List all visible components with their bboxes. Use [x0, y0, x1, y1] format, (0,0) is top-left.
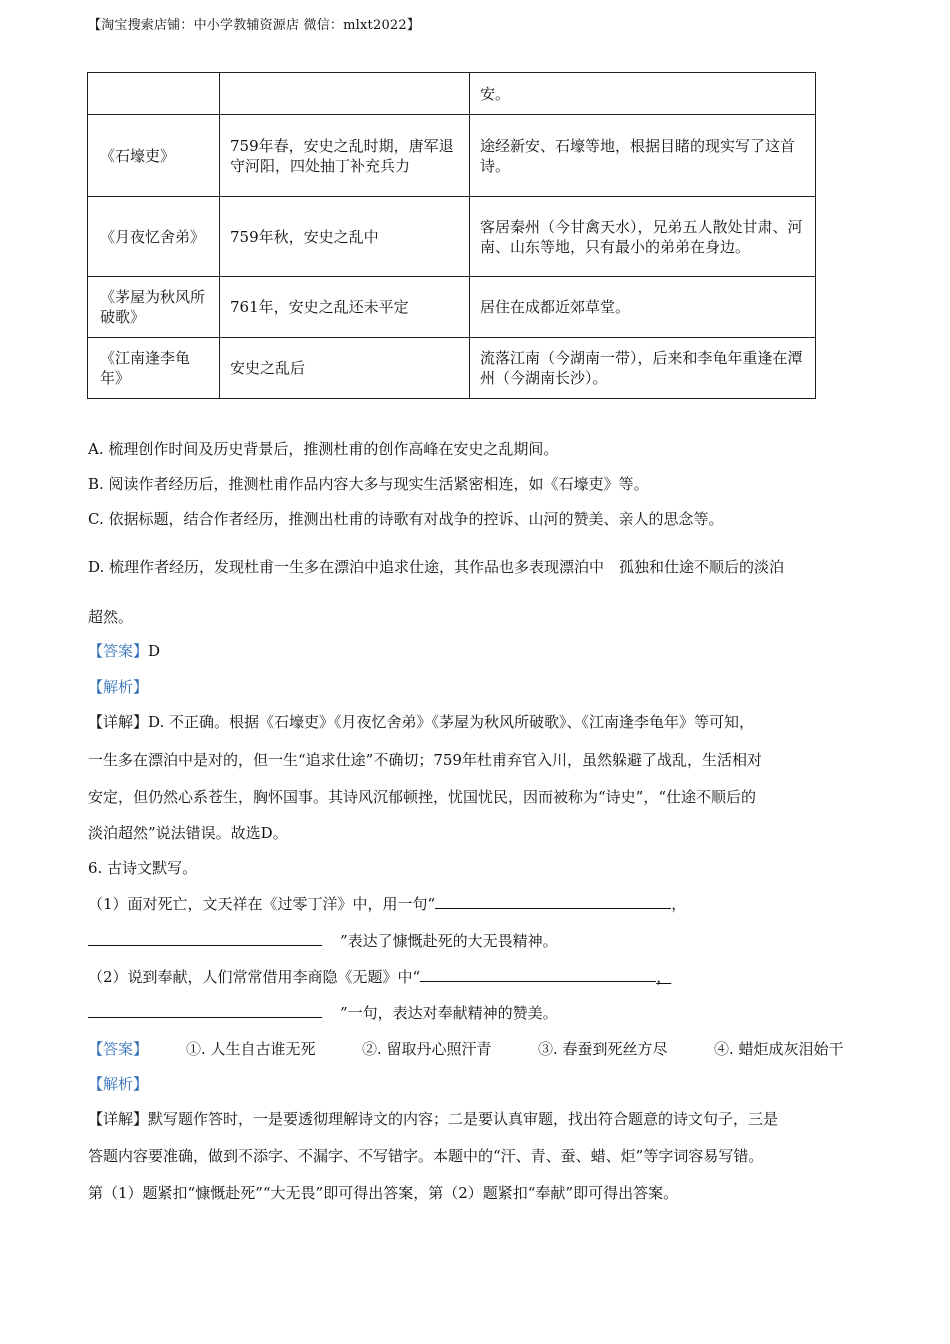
- experience-cell: 流落江南（今湖南一带），后来和李龟年重逢在潭州（今湖南长沙）。: [470, 338, 816, 399]
- q5-analysis-tag: 【解析】: [88, 678, 149, 696]
- experience-cell: 客居秦州（今甘禽天水），兄弟五人散处甘肃、河南、山东等地，只有最小的弟弟在身边。: [470, 197, 816, 277]
- experience-cell: 途经新安、石壕等地，根据目睹的现实写了这首诗。: [470, 115, 816, 197]
- answer-2: ②. 留取丹心照汗青: [362, 1040, 492, 1058]
- poem-title-cell: [88, 73, 220, 115]
- table-row: [88, 338, 816, 399]
- q6-detail-line2: 答题内容要准确，做到不添字、不漏字、不写错字。本题中的“汗、青、蚕、蜡、炬”等字词容易写错。: [88, 1147, 764, 1165]
- option-d-line1: D. 梳理作者经历，发现杜甫一生多在漂泊中追求仕途，其作品也多表现漂泊中 孤独和仕途不顺后的淡泊: [88, 558, 785, 576]
- q6-sub2-line1: （2）说到奉献，人们常常借用李商隐《无题》中“ ，: [88, 968, 672, 986]
- fill-blank-2[interactable]: [88, 931, 322, 946]
- q6-sub1-line2: ”表达了慷慨赴死的大无畏精神。: [88, 930, 558, 951]
- fill-blank-1[interactable]: [435, 894, 671, 909]
- poem-title-cell: 《月夜忆舍弟》: [88, 197, 220, 277]
- q6-analysis-tag: 【解析】: [88, 1075, 149, 1093]
- q6-answers: [88, 1038, 844, 1059]
- table-row: [88, 277, 816, 338]
- poem-title-cell: 《石壕吏》: [88, 115, 220, 197]
- answer-3: ③. 春蚕到死丝方尽: [538, 1040, 668, 1058]
- time-background-cell: 安史之乱后: [220, 338, 470, 399]
- header-watermark: 【淘宝搜索店铺：中小学教辅资源店 微信：mlxt2022】: [88, 18, 421, 33]
- answer-value: D: [148, 642, 161, 660]
- answer-1: ①. 人生自古谁无死: [186, 1040, 316, 1058]
- q5-detail-line4: 淡泊超然”说法错误。故选D。: [88, 824, 288, 842]
- q5-answer: [88, 640, 160, 661]
- table-row: [88, 197, 816, 277]
- q5-detail-line1: 【详解】D. 不正确。根据《石壕吏》《月夜忆舍弟》《茅屋为秋风所破歌》、《江南逢李龟年》等可知，: [88, 713, 755, 731]
- fill-blank-4[interactable]: [88, 1003, 322, 1018]
- time-background-cell: [220, 73, 470, 115]
- option-d-line2: 超然。: [88, 608, 134, 626]
- detail-tag: 【详解】: [88, 1110, 149, 1128]
- table-row: [88, 73, 816, 115]
- du-fu-poem-table: [87, 72, 816, 399]
- time-background-cell: 759年春，安史之乱时期，唐军退守河阳，四处抽丁补充兵力: [220, 115, 470, 197]
- experience-cell: 安。: [470, 73, 816, 115]
- answer-tag: 【答案】: [88, 642, 149, 660]
- experience-cell: 居住在成都近郊草堂。: [470, 277, 816, 338]
- detail-tag: 【详解】: [88, 713, 149, 731]
- poem-title-cell: 《江南逢李龟年》: [88, 338, 220, 399]
- time-background-cell: 761年，安史之乱还未平定: [220, 277, 470, 338]
- option-b: B. 阅读作者经历后，推测杜甫作品内容大多与现实生活紧密相连，如《石壕吏》等。: [88, 475, 649, 493]
- table-row: [88, 115, 816, 197]
- option-a: A. 梳理创作时间及历史背景后，推测杜甫的创作高峰在安史之乱期间。: [88, 440, 559, 458]
- q6-detail-line1: 【详解】默写题作答时，一是要透彻理解诗文的内容；二是要认真审题，找出符合题意的诗文句子，三是: [88, 1110, 779, 1128]
- q6-detail-line3: 第（1）题紧扣“慷慨赴死”“大无畏”即可得出答案，第（2）题紧扣“奉献”即可得出答案。: [88, 1184, 679, 1202]
- answer-tag: 【答案】: [88, 1040, 149, 1058]
- poem-title-cell: 《茅屋为秋风所破歌》: [88, 277, 220, 338]
- fill-blank-3[interactable]: [420, 967, 656, 982]
- q6-sub1-line1: （1）面对死亡，文天祥在《过零丁洋》中，用一句“ ，: [88, 895, 687, 913]
- q5-detail-line2: 一生多在漂泊中是对的，但一生“追求仕途”不确切；759年杜甫弃官入川，虽然躲避了战乱，生活相对: [88, 751, 762, 769]
- answer-4: ④. 蜡炬成灰泪始干: [714, 1040, 844, 1058]
- time-background-cell: 759年秋，安史之乱中: [220, 197, 470, 277]
- q6-title: 6. 古诗文默写。: [88, 859, 198, 877]
- option-c: C. 依据标题，结合作者经历，推测出杜甫的诗歌有对战争的控诉、山河的赞美、亲人的思念等。: [88, 510, 724, 528]
- q5-detail-line3: 安定，但仍然心系苍生，胸怀国事。其诗风沉郁顿挫，忧国忧民，因而被称为“诗史”，“仕途不顺后的: [88, 788, 757, 806]
- q6-sub2-line2: ”一句，表达对奉献精神的赞美。: [88, 1002, 558, 1023]
